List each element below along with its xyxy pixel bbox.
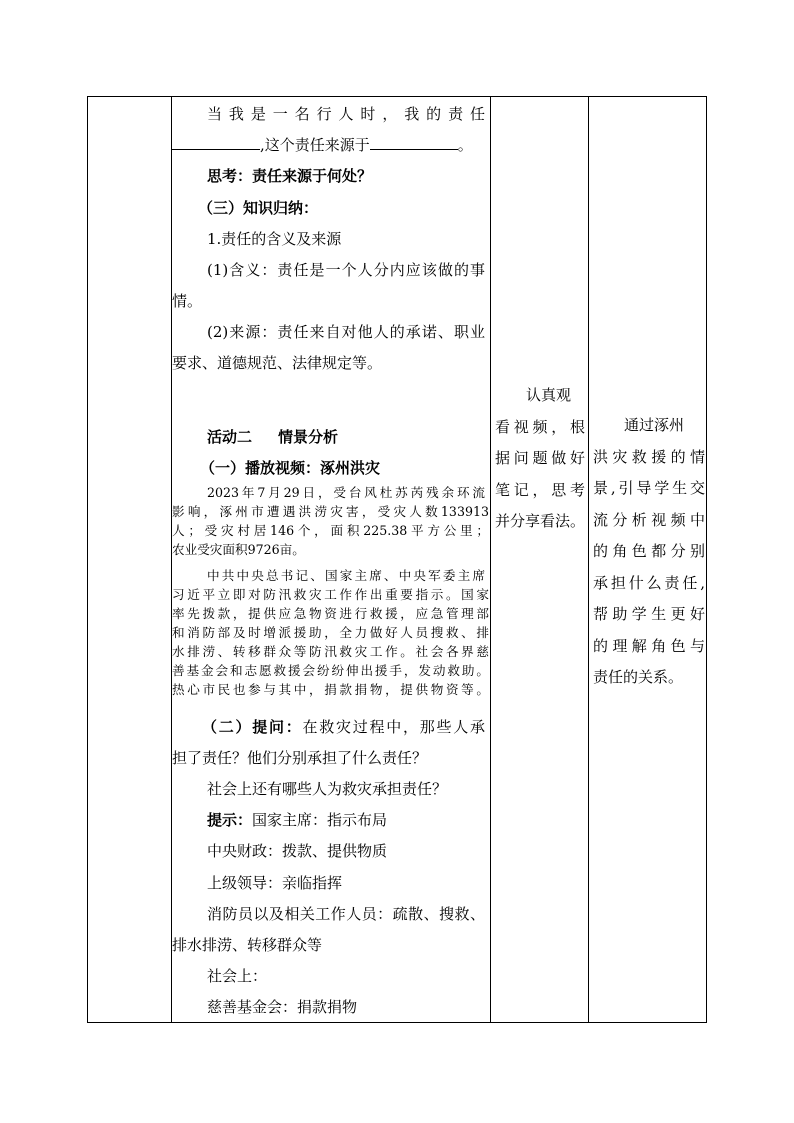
design-intent-cell: 通过涿州 洪灾救援的情 景,引导学生交 流分析视频中 的角色都分别 承担什么责任, 帮助学生更好 的理解角色与 责任的关系。 bbox=[593, 416, 705, 686]
student-activity-cell: 认真观 看视频，根 据问题做好 笔记，思考 并分享看法。 bbox=[495, 386, 586, 530]
column-divider bbox=[490, 97, 491, 1022]
news-line: 习近平立即对防汛救灾工作作出重要指示。国家 bbox=[172, 587, 489, 602]
news-line: 2023年7月29日，受台风杜苏芮残余环流 bbox=[207, 485, 485, 500]
news-line: 和消防部及时增派援助，全力做好人员搜救、排 bbox=[172, 625, 489, 640]
news-line: 农业受灾面积9726亩。 bbox=[172, 542, 305, 557]
news-line: 善基金会和志愿救援会纷纷伸出援手，发动救助。 bbox=[172, 663, 489, 678]
blank-field bbox=[370, 135, 458, 150]
video-heading: （一）播放视频：涿州洪灾 bbox=[200, 459, 381, 477]
section-heading: （三）知识归纳： bbox=[198, 199, 319, 217]
fill-in-line: ,这个责任来源于 。 bbox=[172, 135, 489, 156]
hint-line: 消防员以及相关工作人员：疏散、搜救、 bbox=[207, 905, 485, 923]
hint-line: 慈善基金会：捐款捐物 bbox=[207, 998, 358, 1016]
think-prompt: 思考：责任来源于何处？ bbox=[207, 167, 373, 185]
news-line: 影响，涿州市遭遇洪涝灾害，受灾人数133913 bbox=[172, 504, 489, 519]
paragraph: 1.责任的含义及来源 bbox=[207, 230, 342, 248]
news-line: 人；受灾村居146个，面积225.38平方公里； bbox=[172, 523, 489, 538]
hint-line: 中央财政：拨款、提供物质 bbox=[207, 842, 388, 860]
blank-field bbox=[172, 135, 260, 150]
news-line: 率先拨款，提供应急物资进行救援，应急管理部 bbox=[172, 606, 489, 621]
paragraph: (1)含义：责任是一个人分内应该做的事 bbox=[207, 261, 485, 279]
question: （二）提问：在救灾过程中，那些人承 bbox=[202, 718, 485, 736]
news-line: 热心市民也参与其中，捐款捐物，提供物资等。 bbox=[172, 682, 489, 697]
teacher-activity-cell bbox=[172, 97, 489, 1022]
lesson-table bbox=[87, 96, 707, 1023]
hint-line: 社会上： bbox=[207, 967, 268, 985]
question-line: 担了责任？他们分别承担了什么责任？ bbox=[172, 749, 428, 767]
news-line: 水排涝、转移群众等防汛救灾工作。社会各界慈 bbox=[172, 644, 489, 659]
hint: 提示：国家主席：指示布局 bbox=[207, 811, 388, 829]
paragraph: (2)来源：责任来自对他人的承诺、职业 bbox=[207, 323, 485, 341]
news-line: 中共中央总书记、国家主席、中央军委主席 bbox=[207, 568, 485, 583]
paragraph: 当我是一名行人时，我的责任 bbox=[207, 105, 485, 123]
paragraph: 要求、道德规范、法律规定等。 bbox=[172, 354, 383, 372]
paragraph: 情。 bbox=[172, 292, 203, 310]
hint-line: 上级领导：亲临指挥 bbox=[207, 874, 343, 892]
activity-heading: 活动二 情景分析 bbox=[207, 428, 339, 446]
hint-line: 排水排涝、转移群众等 bbox=[172, 936, 323, 954]
question-line: 社会上还有哪些人为救灾承担责任？ bbox=[207, 780, 448, 798]
